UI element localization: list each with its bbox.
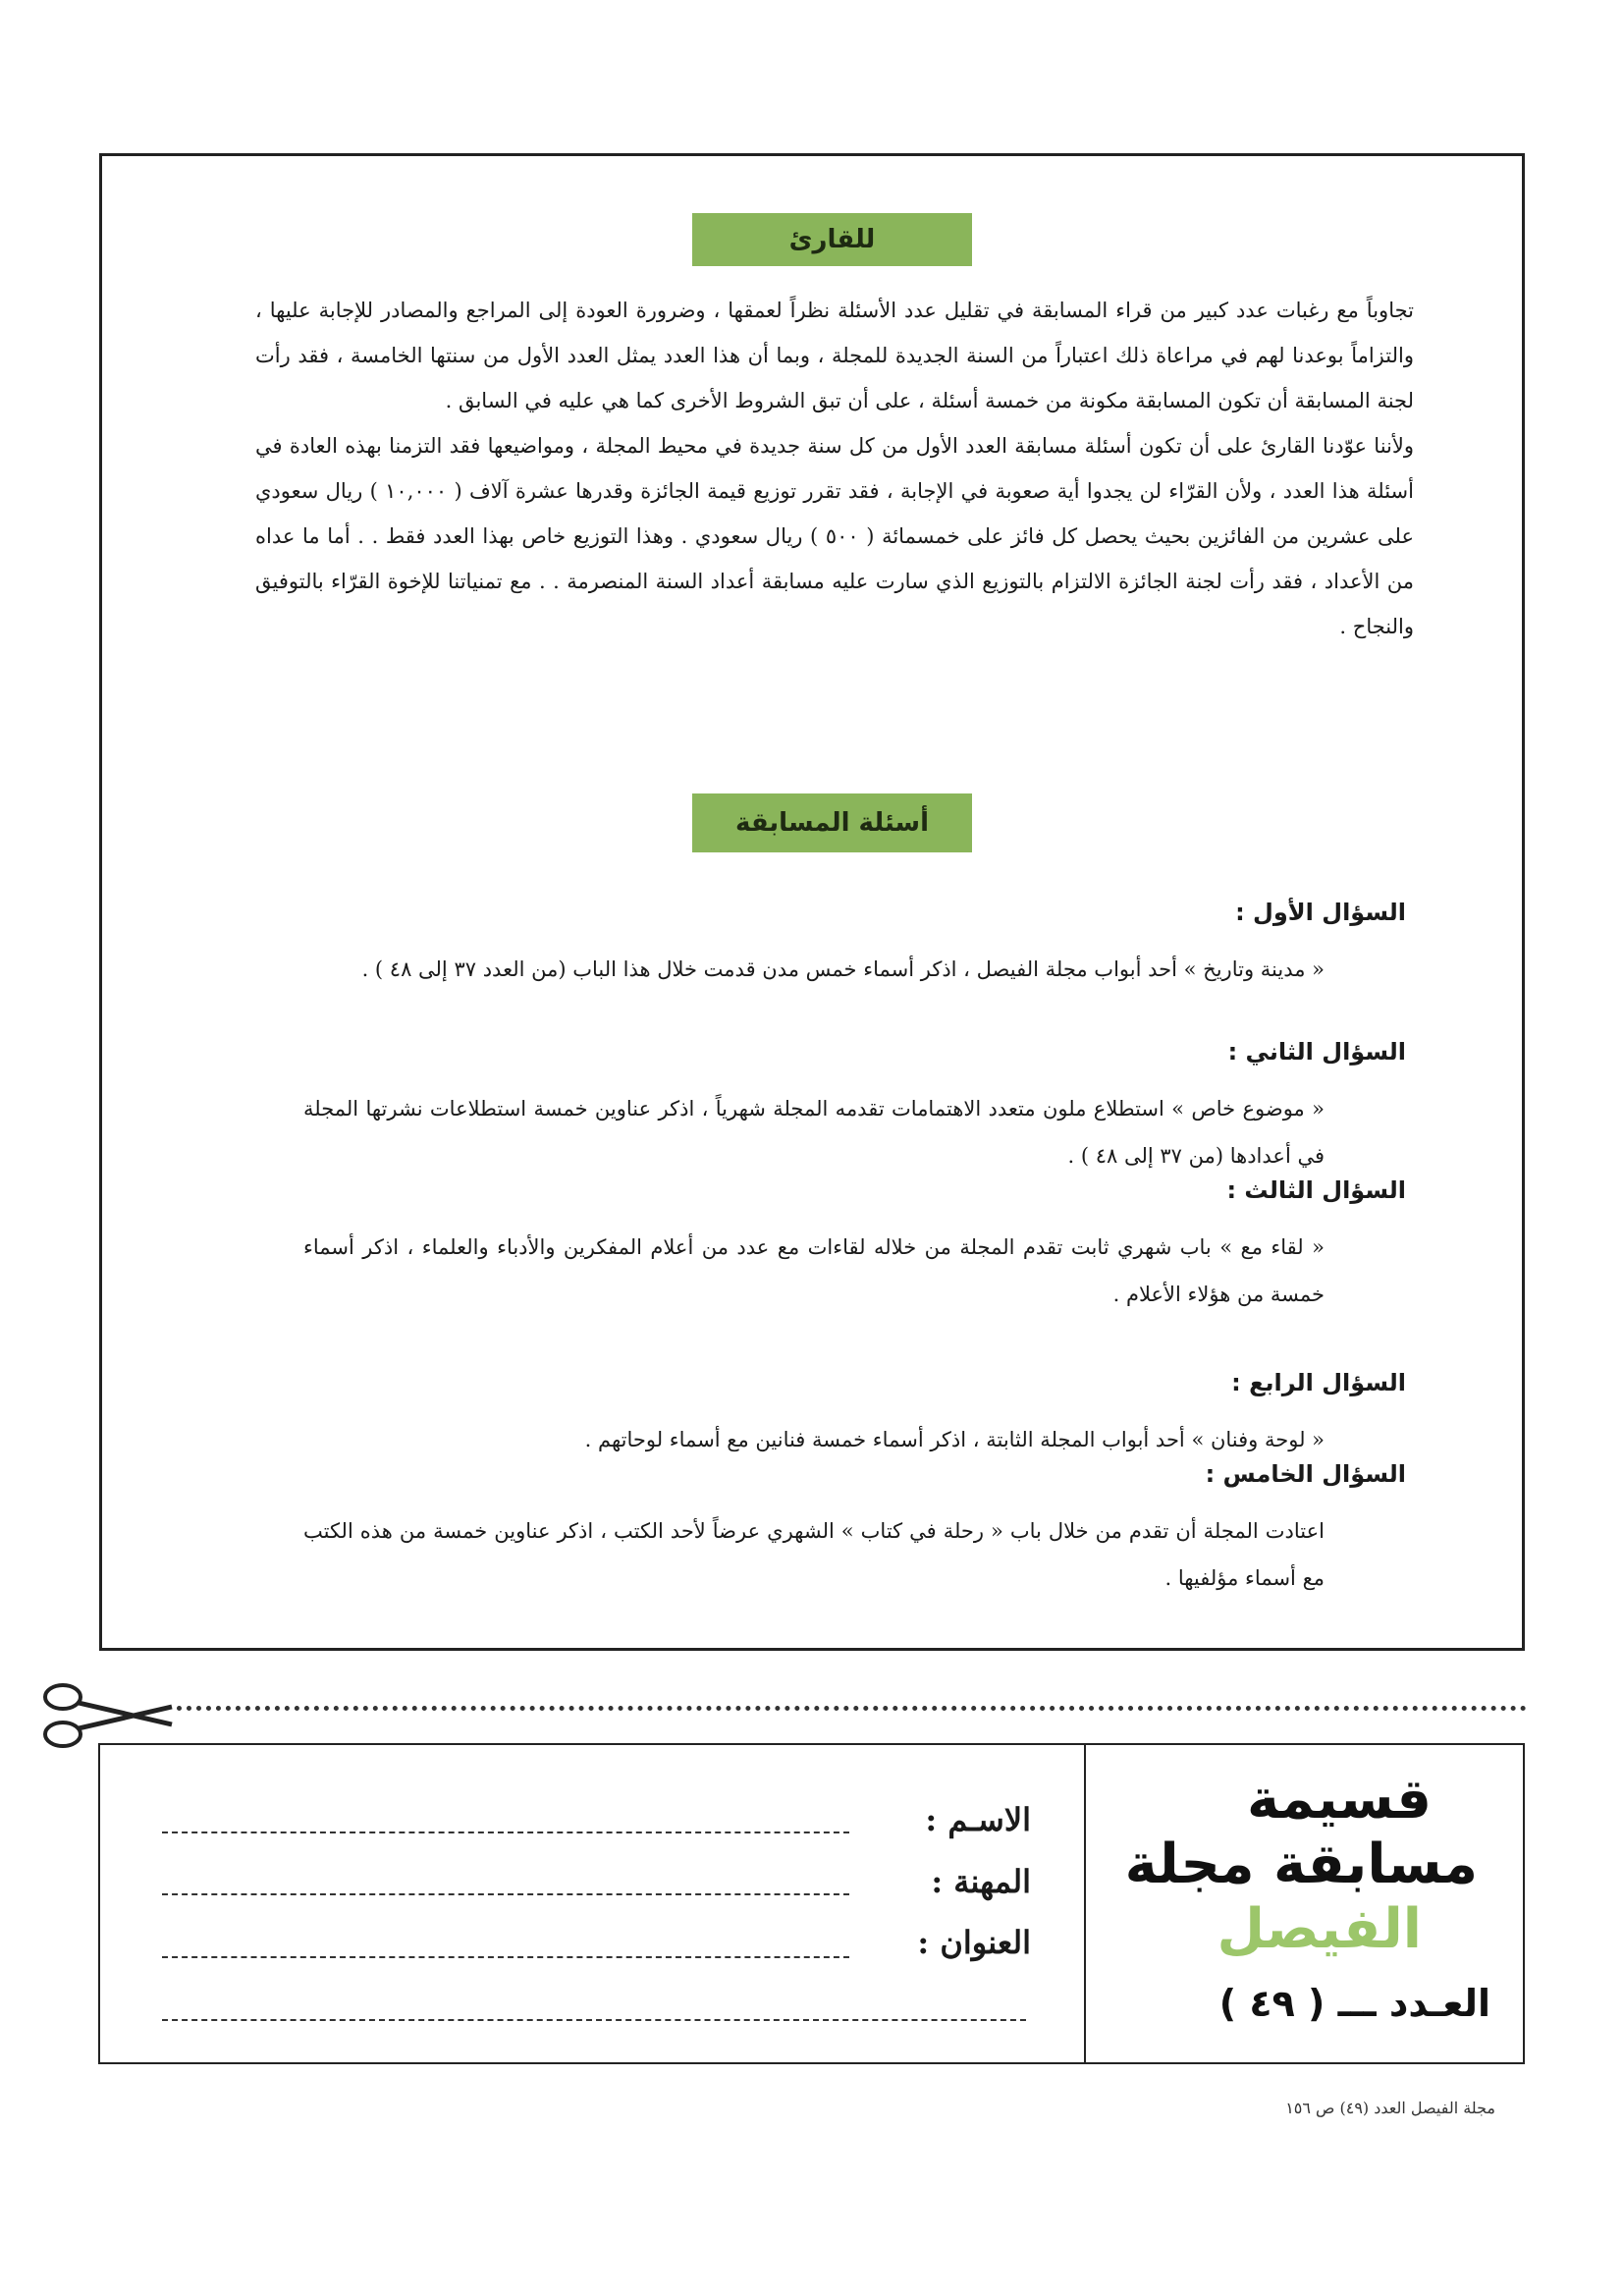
address-field-line2[interactable] — [162, 2019, 1026, 2021]
question-1-title: السؤال الأول : — [1235, 899, 1406, 926]
intro-paragraph-2: ولأننا عوّدنا القارئ على أن تكون أسئلة مسابقة العدد الأول من كل سنة جديدة في محيط المجلة ، ومواضيعها فقد التزمنا بهذه العادة في أسئلة هذا العدد ، ولأن القرّاء لن يجدوا أية صعوبة في الإجابة ، فقد تقرر توزيع قيمة الجائزة وقدرها عشرة آلاف ( ١٠,٠٠٠ ) ريال سعودي على عشرين من الفائزين بحيث يحصل كل فائز على خمسمائة ( ٥٠٠ ) ريال سعودي . وهذا التوزيع خاص بهذا العدد فقط . . أما ما عداه من الأعداد ، فقد رأت لجنة الجائزة الالتزام بالتوزيع الذي سارت عليه مسابقة أعداد السنة المنصرمة . . مع تمنياتنا للإخوة القرّاء بالتوفيق والنجاح . — [255, 434, 1414, 638]
question-5-title: السؤال الخامس : — [1205, 1460, 1406, 1488]
coupon-title-line1: قسيمة — [1246, 1768, 1432, 1831]
name-field[interactable] — [162, 1831, 849, 1833]
coupon-issue-number: العـدد ـــ ( ٤٩ ) — [1218, 1982, 1490, 2025]
page-footer: مجلة الفيصل العدد (٤٩) ص ١٥٦ — [1285, 2099, 1495, 2117]
question-3-title: السؤال الثالث : — [1226, 1176, 1406, 1204]
profession-field[interactable] — [162, 1893, 849, 1895]
name-label: الاسـم : — [925, 1801, 1031, 1838]
question-4-text: « لوحة وفنان » أحد أبواب المجلة الثابتة ، اذكر أسماء خمسة فنانين مع أسماء لوحاتهم . — [584, 1428, 1325, 1451]
coupon-title-line2: مسابقة مجلة — [1124, 1832, 1478, 1896]
cut-line — [177, 1706, 1527, 1711]
questions-header: أسئلة المسابقة — [692, 793, 972, 852]
address-label: العنوان : — [917, 1924, 1031, 1961]
intro-header: للقارئ — [692, 213, 972, 266]
question-5-text: اعتادت المجلة أن تقدم من خلال باب « رحلة في كتاب » الشهري عرضاً لأحد الكتب ، اذكر عناوين خمسة من هذه الكتب مع أسماء مؤلفيها . — [303, 1519, 1325, 1590]
question-1-text: « مدينة وتاريخ » أحد أبواب مجلة الفيصل ، اذكر أسماء خمس مدن قدمت خلال هذا الباب (من العدد ٣٧ إلى ٤٨ ) . — [361, 957, 1325, 981]
question-4-title: السؤال الرابع : — [1231, 1369, 1406, 1396]
question-2-title: السؤال الثاني : — [1227, 1038, 1406, 1066]
question-2-text: « موضوع خاص » استطلاع ملون متعدد الاهتمامات تقدمه المجلة شهرياً ، اذكر عناوين خمسة استطلاعات نشرتها المجلة في أعدادها (من ٣٧ إلى ٤٨ ) . — [303, 1097, 1325, 1168]
coupon-divider — [1084, 1743, 1086, 2064]
coupon-title-line3: الفيصل — [1217, 1897, 1422, 1961]
intro-paragraph-1: تجاوباً مع رغبات عدد كبير من قراء المسابقة في تقليل عدد الأسئلة نظراً لعمقها ، وضرورة العودة إلى المراجع والمصادر للإجابة عليها ، والتزاماً بوعدنا لهم في مراعاة ذلك اعتباراً من السنة الجديدة للمجلة ، وبما أن هذا العدد يمثل العدد الأول من سنتها الخامسة ، فقد رأت لجنة المسابقة أن تكون المسابقة مكونة من خمسة أسئلة ، على أن تبق الشروط الأخرى كما هي عليه في السابق . — [255, 299, 1414, 412]
address-field[interactable] — [162, 1956, 849, 1958]
intro-text — [255, 288, 1414, 649]
question-3-text: « لقاء مع » باب شهري ثابت تقدم المجلة من خلاله لقاءات مع عدد من أعلام المفكرين والأدباء والعلماء ، اذكر أسماء خمسة من هؤلاء الأعلام . — [303, 1235, 1325, 1306]
profession-label: المهنة : — [931, 1863, 1031, 1900]
